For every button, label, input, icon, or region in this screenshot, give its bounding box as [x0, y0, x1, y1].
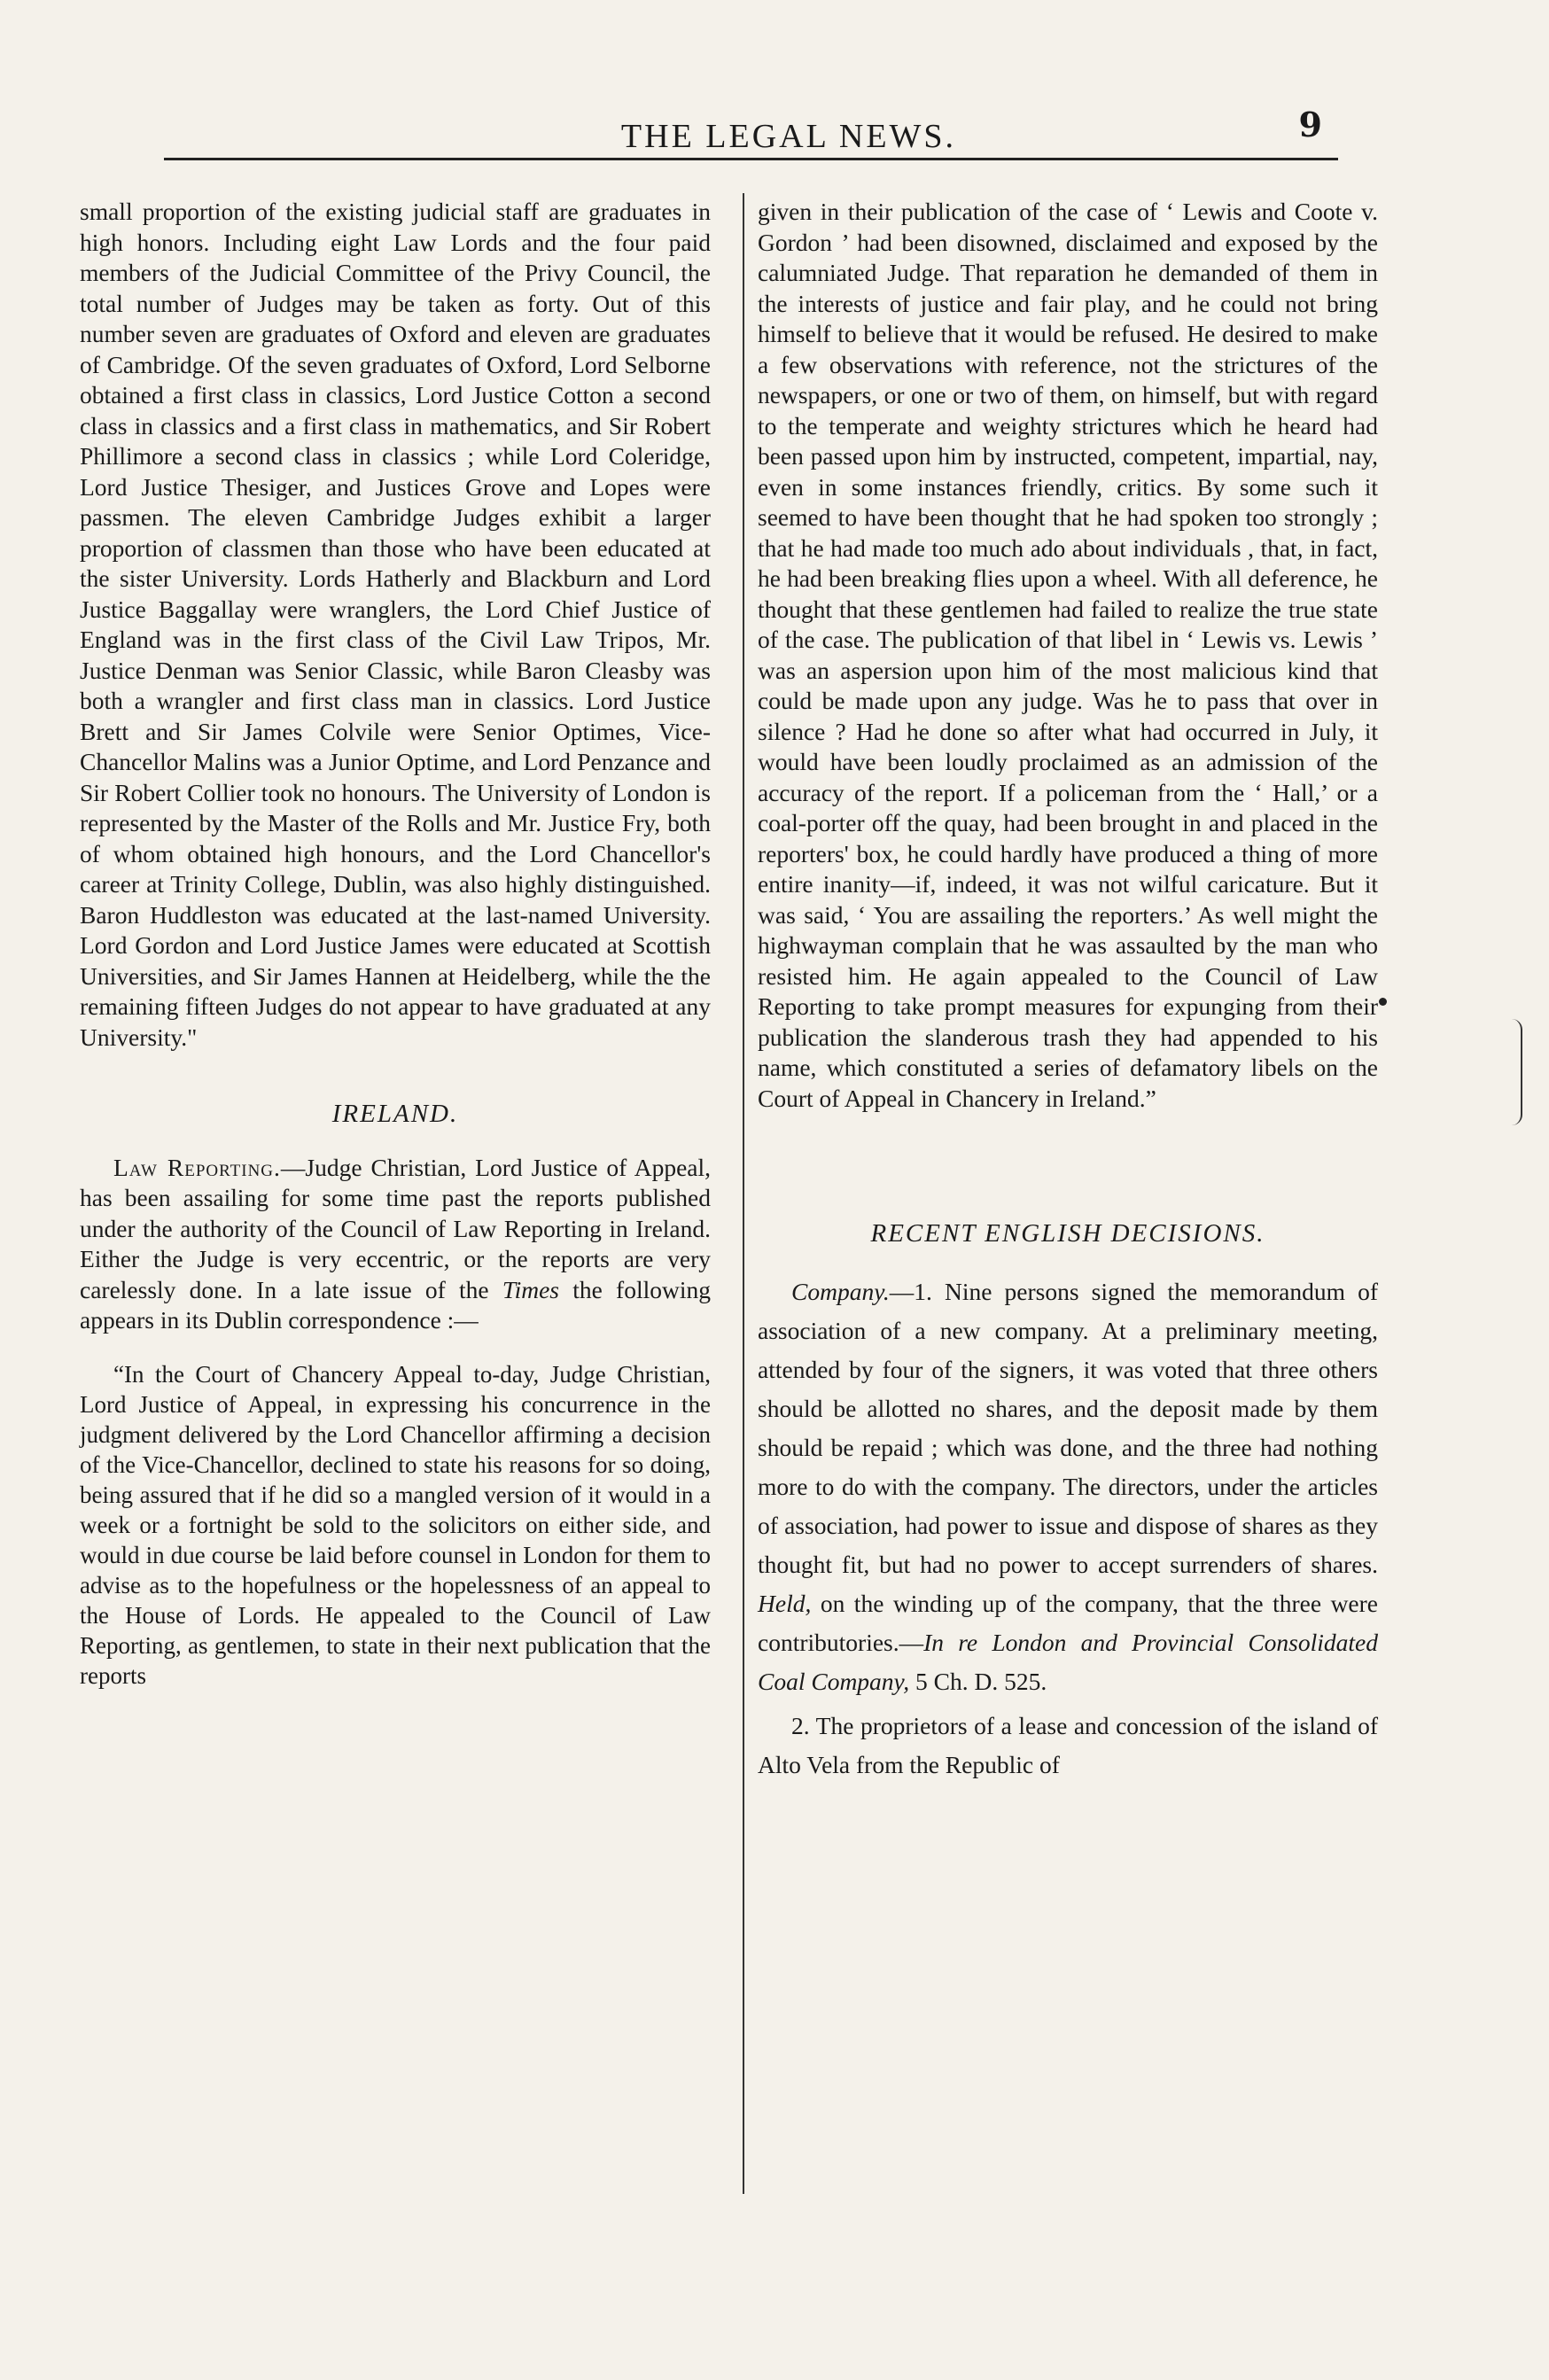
continued-quote: given in their publication of the case of ‘ Lewis and Coote v. Gordon ’ had been disowned, disclaimed and exposed by the calumniated Judge. That reparation he demanded of them in the interests of justice and fair play, and he could not bring himself to believe that it would be refused. He desired to make a few observations with reference, not the strictures of the newspapers, or one or two of them, on himself, but with regard to the temperate and weighty strictures which he heard had been passed upon him by instructed, competent, impartial, nay, even in some instances friendly, critics. By some such it seemed to have been thought that he had spoken too strongly ; that he had made too much ado about individuals , that, in fact, he had been breaking flies upon a wheel. With all deference, he thought that these gentlemen had failed to realize the true state of the case. The publication of that libel in ‘ Lewis vs. Lewis ’ was an aspersion upon him of the most malicious kind that could be made upon any judge. Was he to pass that over in silence ? Had he done so after what had occurred in July, it would have been loudly proclaimed as an admission of the accuracy of the report. If a policeman from the ‘ Hall,’ or a coal-porter off the quay, had been brought in and placed in the reporters' box, he could hardly have produced a thing of more entire inanity—if, indeed, it was not wilful caricature. But it was said, ‘ You are assailing the reporters.’ As well might the highwayman complain that he was assaulted by the man who resisted him. He again appealed to the Council of Law Reporting to take prompt measures for expunging from their publication the slanderous trash they had appended to his name, which constituted a series of defamatory libels on the Court of Appeal in Chancery in Ireland.”: [758, 198, 1378, 1112]
left-column: [80, 197, 711, 1691]
company-text-1: —1. Nine persons signed the memorandum of association of a new company. At a preliminary meeting, attended by four of the signers, it was voted that three others should be allotted no shares, and the deposit made by them should be repaid ; which was done, and the three had nothing more to do with the company. The directors, under the articles of association, had power to issue and dispose of shares as they thought fit, but had no power to accept surrenders of shares.: [758, 1277, 1378, 1578]
page-header: [160, 105, 1338, 158]
section-title-ireland: IRELAND.: [331, 1100, 459, 1128]
company-text-2: on the winding up of the company, that the three were contributories.—: [758, 1589, 1378, 1656]
ireland-paragraph: [80, 1153, 711, 1336]
page-number: 9: [1298, 105, 1322, 144]
company-runin: Company.: [791, 1277, 890, 1305]
ireland-text-2: the following appears in its Dublin correspondence :—: [80, 1275, 711, 1334]
company-paragraph: [758, 1272, 1378, 1701]
right-column: [758, 197, 1378, 1785]
graduates-paragraph: small proportion of the existing judicial staff are graduates in high honors. Including eight Law Lords and the four paid members of the Judicial Committee of the Privy Council, the total number of Judges may be taken as forty. Out of this number seven are graduates of Oxford and eleven are graduates of Cambridge. Of the seven graduates of Oxford, Lord Selborne obtained a first class in classics, Lord Justice Cotton a second class in classics and a first class in mathematics, and Sir Robert Phillimore a second class in classics ; while Lord Coleridge, Lord Justice Thesiger, and Justices Grove and Lopes were passmen. The eleven Cambridge Judges exhibit a larger proportion of classmen than those who have been educated at the sister University. Lords Hatherly and Blackburn and Lord Justice Baggallay were wranglers, the Lord Chief Justice of England was in the first class of the Civil Law Tripos, Mr. Justice Denman was Senior Classic, while Baron Cleasby was both a wrangler and first class man in classics. Lord Justice Brett and Sir James Colvile were Senior Optimes, Vice-Chancellor Malins was a Junior Optime, and Lord Penzance and Sir Robert Collier took no honours. The University of London is represented by the Master of the Rolls and Mr. Justice Fry, both of whom obtained high honours, and the Lord Chancellor's career at Trinity College, Dublin, was also highly distinguished. Baron Huddleston was educated at the last-named University. Lord Gordon and Lord Justice James were educated at Scottish Universities, and Sir James Hannen at Heidelberg, while the the remaining fifteen Judges do not appear to have graduated at any University.": [80, 198, 711, 1051]
ireland-text-1: —Judge Christian, Lord Justice of Appeal, has been assailing for some time past the reports published under the authority of the Council of Law Reporting in Ireland. Either the Judge is very eccentric, or the reports are very carelessly done. In a late issue of the: [80, 1153, 711, 1303]
held-word: Held,: [758, 1589, 812, 1617]
case-citation: In re London and Provincial Consolidated Coal Company,: [758, 1628, 1378, 1695]
quote-paragraph: “In the Court of Chancery Appeal to-day, Judge Christian, Lord Justice of Appeal, in expressing his concurrence in the judgment delivered by the Lord Chancellor affirming a decision of the Vice-Chancellor, declined to state his reasons for so doing, being assured that if he did so a mangled version of it would in a week or a fortnight be sold to the solicitors on either side, and would in due course be laid before counsel in London for them to advise as to the hopefulness or the hopelessness of an appeal to the House of Lords. He appealed to the Council of Law Reporting, as gentlemen, to state in their next publication that the reports: [80, 1360, 711, 1689]
margin-dot: [1379, 998, 1387, 1006]
margin-bracket: [1512, 1019, 1522, 1125]
running-title: THE LEGAL NEWS.: [620, 118, 957, 155]
item-2-paragraph: 2. The proprietors of a lease and concession of the island of Alto Vela from the Republic of: [758, 1711, 1378, 1778]
header-rule: [164, 158, 1338, 160]
column-divider: [743, 193, 744, 2194]
section-title-recent-decisions: RECENT ENGLISH DECISIONS.: [870, 1219, 1265, 1248]
company-text-3: 5 Ch. D. 525.: [909, 1667, 1047, 1695]
times-italic: Times: [502, 1275, 560, 1303]
run-in-heading: Law Reporting.: [113, 1153, 281, 1181]
